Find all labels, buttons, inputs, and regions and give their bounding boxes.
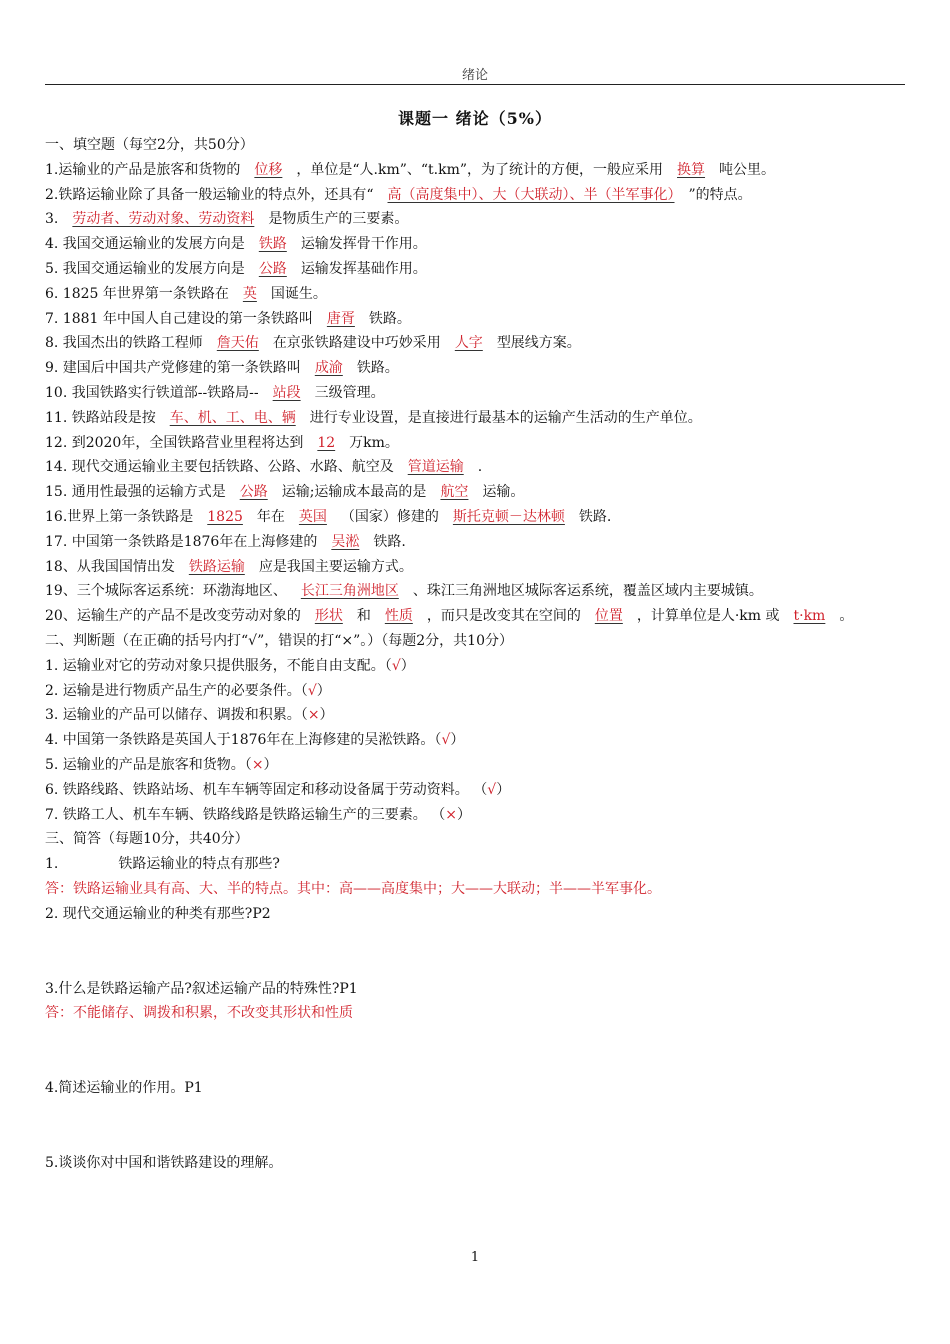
answer: 英: [242, 285, 257, 302]
judgment-mark: ×: [251, 756, 264, 773]
judgment-item: 5. 运输业的产品是旅客和货物。（×）: [45, 756, 278, 773]
question-11: 11. 铁路站段是按 车、机、工、电、辆 进行专业设置，是直接进行最基本的运输产生活动的生产单位。: [45, 409, 702, 426]
question-7: 7. 1881 年中国人自己建设的第一条铁路叫 唐胥 铁路。: [45, 310, 411, 327]
judgment-item: 1. 运输业对它的劳动对象只提供服务，不能自由支配。（√）: [45, 657, 415, 674]
answer: 车、机、工、电、辆: [169, 409, 296, 426]
answer: 航空: [440, 484, 469, 501]
answer: 唐胥: [326, 310, 355, 327]
answer: 位置: [594, 608, 623, 625]
section-heading: 三、简答（每题10分，共40分）: [45, 831, 249, 848]
answer: t·km: [793, 608, 826, 625]
question-8: 8. 我国杰出的铁路工程师 詹天佑 在京张铁路建设中巧妙采用 人字 型展线方案。: [45, 335, 581, 352]
judgment-mark: √: [441, 732, 451, 749]
answer: 长江三角洲地区: [300, 583, 399, 600]
question-12: 12. 到2020年，全国铁路营业里程将达到 12 万km。: [45, 434, 399, 451]
page-header: 绪论: [461, 68, 488, 83]
short-question-4: 4.简述运输业的作用。P1: [45, 1080, 203, 1097]
answer: 性质: [384, 608, 413, 625]
document-title: 课题一 绪论（5%）: [398, 109, 552, 128]
question-16: 16.世界上第一条铁路是 1825 年在 英国 （国家）修建的 斯托克顿－达林顿 铁路.: [45, 508, 612, 525]
question-9: 9. 建国后中国共产党修建的第一条铁路叫 成渝 铁路。: [45, 360, 399, 377]
answer: 吴淞: [331, 533, 360, 550]
short-answer-3: 答：不能储存、调拨和积累，不改变其形状和性质: [45, 1005, 353, 1022]
judgment-item: 4. 中国第一条铁路是英国人于1876年在上海修建的吴淞铁路。（√）: [45, 732, 465, 749]
short-question-1: 1. 铁路运输业的特点有那些?: [45, 856, 280, 873]
judgment-item: 2. 运输是进行物质产品生产的必要条件。（√）: [45, 682, 331, 699]
page-number: 1: [470, 1250, 480, 1265]
question-20: 20、运输生产的产品不是改变劳动对象的 形状 和 性质 ，而只是改变其在空间的 位置 ，计算单位是人·km 或 t·km 。: [45, 608, 854, 625]
judgment-mark: √: [487, 781, 497, 798]
question-18: 18、从我国国情出发 铁路运输 应是我国主要运输方式。: [45, 558, 413, 575]
question-5: 5. 我国交通运输业的发展方向是 公路 运输发挥基础作用。: [45, 260, 427, 277]
document-body: [45, 133, 907, 1176]
answer: 铁路: [258, 236, 287, 253]
judgment-mark: √: [391, 657, 401, 674]
question-3: 3. 劳动者、劳动对象、劳动资料 是物质生产的三要素。: [45, 211, 409, 228]
answer: 詹天佑: [216, 335, 259, 352]
answer: 成渝: [314, 360, 343, 377]
short-question-2: 2. 现代交通运输业的种类有那些?P2: [45, 905, 271, 922]
answer: 站段: [272, 384, 301, 401]
answer: 英国: [298, 508, 327, 525]
answer: 斯托克顿－达林顿: [452, 508, 565, 525]
answer: 位移: [254, 161, 283, 178]
question-10: 10. 我国铁路实行铁道部--铁路局-- 站段 三级管理。: [45, 384, 385, 401]
answer: 形状: [314, 608, 343, 625]
answer: 人字: [454, 335, 483, 352]
answer: 公路: [239, 484, 268, 501]
answer: 1825: [207, 508, 243, 525]
judgment-item: 6. 铁路线路、铁路站场、机车车辆等固定和移动设备属于劳动资料。 （√）: [45, 781, 511, 798]
question-2: 2.铁路运输业除了具备一般运输业的特点外，还具有“ 高（高度集中）、大（大联动）、半（半军事化） ”的特点。: [45, 186, 752, 203]
answer: 12: [317, 434, 336, 451]
judgment-mark: ×: [445, 806, 457, 823]
question-19: 19、三个城际客运系统：环渤海地区、 长江三角洲地区 、珠江三角洲地区城际客运系统，覆盖区域内主要城镇。: [45, 583, 763, 600]
short-question-3: 3.什么是铁路运输产品?叙述运输产品的特殊性?P1: [45, 980, 358, 997]
answer-space: [45, 927, 907, 977]
judgment-item: 7. 铁路工人、机车车辆、铁路线路是铁路运输生产的三要素。 （×）: [45, 806, 471, 823]
answer: 公路: [258, 260, 287, 277]
question-17: 17. 中国第一条铁路是1876年在上海修建的 吴淞 铁路.: [45, 533, 406, 550]
short-answer-1: 答：铁路运输业具有高、大、半的特点。其中：高——高度集中；大——大联动；半——半军事化。: [45, 880, 661, 897]
judgment-mark: ×: [307, 707, 320, 724]
header-rule: [45, 84, 905, 85]
answer: 管道运输: [407, 459, 464, 476]
question-4: 4. 我国交通运输业的发展方向是 铁路 运输发挥骨干作用。: [45, 236, 427, 253]
question-14: 14. 现代交通运输业主要包括铁路、公路、水路、航空及 管道运输 .: [45, 459, 483, 476]
question-6: 6. 1825 年世界第一条铁路在 英 国诞生。: [45, 285, 327, 302]
answer: 高（高度集中）、大（大联动）、半（半军事化）: [387, 186, 675, 203]
answer-space: [45, 1026, 907, 1076]
question-1: 1.运输业的产品是旅客和货物的 位移 ，单位是“人.km”、“t.km”，为了统计的方便，一般应采用 换算 吨公里。: [45, 161, 776, 178]
section-heading: 二、判断题（在正确的括号内打“√”，错误的打“×”。）（每题2分，共10分）: [45, 632, 514, 649]
answer: 换算: [677, 161, 706, 178]
short-question-5: 5.谈谈你对中国和谐铁路建设的理解。: [45, 1154, 283, 1171]
question-15: 15. 通用性最强的运输方式是 公路 运输;运输成本最高的是 航空 运输。: [45, 484, 525, 501]
judgment-mark: √: [307, 682, 317, 699]
answer: 劳动者、劳动对象、劳动资料: [72, 211, 255, 228]
section-heading: 一、填空题（每空2分，共50分）: [45, 137, 254, 153]
answer-space: [45, 1101, 907, 1151]
answer: 铁路运输: [188, 558, 245, 575]
judgment-item: 3. 运输业的产品可以储存、调拨和积累。（×）: [45, 707, 334, 724]
